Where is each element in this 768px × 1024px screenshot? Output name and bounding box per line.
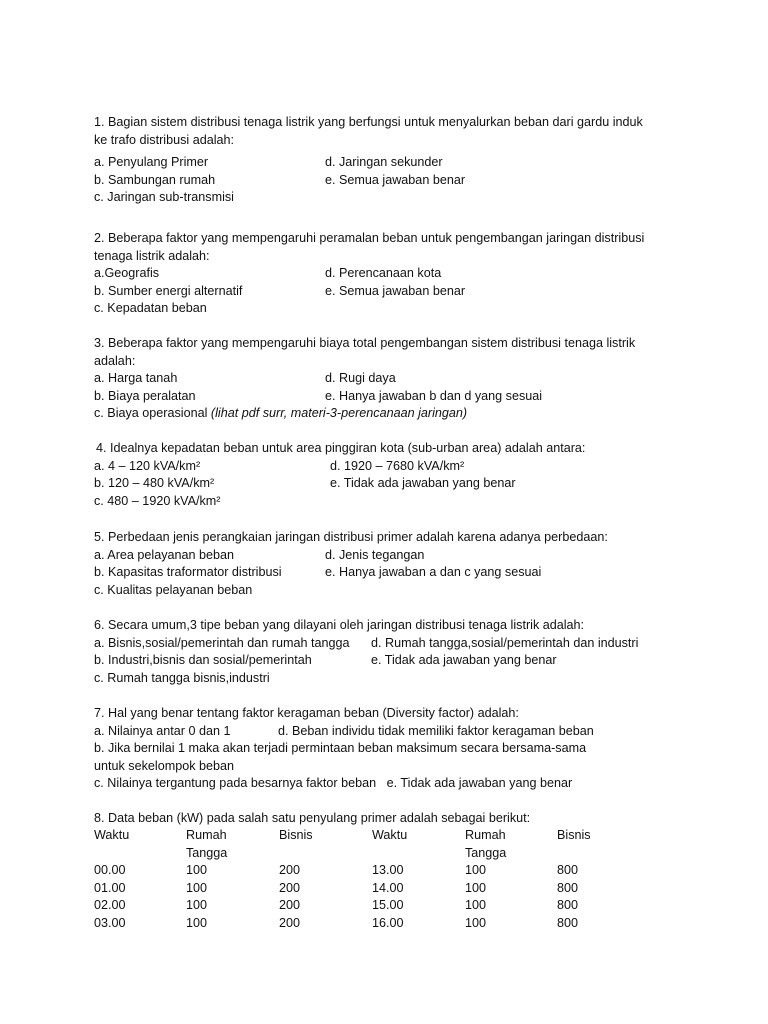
question-2-option-d: d. Perencanaan kota xyxy=(325,266,442,281)
question-4-stem-line-1: 4. Idealnya kepadatan beban untuk area pinggiran kota (sub-urban area) adalah antara: xyxy=(96,441,586,455)
table-cell: 14.00 xyxy=(372,880,404,895)
table-cell: 800 xyxy=(557,915,579,930)
table-cell: 02.00 xyxy=(94,898,126,913)
question-8 xyxy=(94,810,694,828)
table-header-cell: Waktu xyxy=(94,828,130,842)
question-3-stem-line-2: adalah: xyxy=(94,353,136,368)
question-7 xyxy=(94,705,694,793)
table-cell: 800 xyxy=(557,880,579,895)
question-2-stem-line-1: 2. Beberapa faktor yang mempengaruhi peramalan beban untuk pengembangan jaringan distribusi xyxy=(94,231,645,245)
question-6-option-a: a. Bisnis,sosial/pemerintah dan rumah tangga xyxy=(94,635,350,650)
question-7-option-e: e. Tidak ada jawaban yang benar xyxy=(386,776,573,791)
table-cell: 100 xyxy=(465,880,487,895)
table-cell: 13.00 xyxy=(372,863,404,878)
question-2-option-c: c. Kepadatan beban xyxy=(94,301,207,316)
table-cell: 100 xyxy=(465,863,487,878)
question-7-option-a: a. Nilainya antar 0 dan 1 xyxy=(94,723,231,738)
question-3-option-c: c. Biaya operasional xyxy=(94,406,208,421)
question-4-option-c: c. 480 – 1920 kVA/km² xyxy=(94,493,221,508)
table-header-cell: Bisnis xyxy=(557,828,591,842)
question-5-option-a: a. Area pelayanan beban xyxy=(94,547,235,562)
question-4-option-d: d. 1920 – 7680 kVA/km² xyxy=(330,458,465,473)
question-6-option-c: c. Rumah tangga bisnis,industri xyxy=(94,670,270,685)
question-3 xyxy=(94,335,694,423)
table-cell: 00.00 xyxy=(94,863,126,878)
question-2-option-a: a.Geografis xyxy=(94,266,160,281)
table-cell: 100 xyxy=(186,898,208,913)
table-cell: 200 xyxy=(279,880,301,895)
question-6-option-d: d. Rumah tangga,sosial/pemerintah dan industri xyxy=(371,635,639,650)
question-3-option-d: d. Rugi daya xyxy=(325,371,396,386)
question-2-option-e: e. Semua jawaban benar xyxy=(325,283,466,298)
question-7-option-d: d. Beban individu tidak memiliki faktor keragaman beban xyxy=(278,723,594,738)
table-cell: 100 xyxy=(186,863,208,878)
table-row xyxy=(94,915,614,933)
table-cell: 200 xyxy=(279,898,301,913)
question-1-stem-line-2: ke trafo distribusi adalah: xyxy=(94,132,235,147)
table-cell: 100 xyxy=(465,898,487,913)
table-cell: 16.00 xyxy=(372,915,404,930)
table-cell: 01.00 xyxy=(94,880,126,895)
question-2-option-b: b. Sumber energi alternatif xyxy=(94,283,243,298)
question-7-option-c: c. Nilainya tergantung pada besarnya faktor beban xyxy=(94,776,377,791)
table-cell: 100 xyxy=(465,915,487,930)
question-3-option-b: b. Biaya peralatan xyxy=(94,388,196,403)
question-1-option-e: e. Semua jawaban benar xyxy=(325,172,466,187)
table-cell: 100 xyxy=(186,880,208,895)
table-cell: 800 xyxy=(557,898,579,913)
question-3-stem-line-1: 3. Beberapa faktor yang mempengaruhi biaya total pengembangan sistem distribusi tenaga listrik xyxy=(94,336,636,350)
table-row xyxy=(94,897,614,915)
question-4-option-e: e. Tidak ada jawaban yang benar xyxy=(330,476,516,491)
table-header-cell: Rumah xyxy=(465,828,506,842)
question-3-option-e: e. Hanya jawaban b dan d yang sesuai xyxy=(325,388,543,403)
table-cell: 15.00 xyxy=(372,898,404,913)
question-3-option-a: a. Harga tanah xyxy=(94,371,178,386)
question-5-stem-line-1: 5. Perbedaan jenis perangkaian jaringan distribusi primer adalah karena adanya perbedaan: xyxy=(94,530,608,544)
question-2 xyxy=(94,230,694,318)
question-8-stem-line-1: 8. Data beban (kW) pada salah satu penyulang primer adalah sebagai berikut: xyxy=(94,811,531,825)
table-header-cell: Rumah xyxy=(186,828,227,842)
question-5-option-d: d. Jenis tegangan xyxy=(325,547,425,562)
question-7-stem-line-1: 7. Hal yang benar tentang faktor keragaman beban (Diversity factor) adalah: xyxy=(94,706,519,720)
table-header-cell: Tangga xyxy=(465,845,507,860)
question-7-option-b-line-1: b. Jika bernilai 1 maka akan terjadi permintaan beban maksimum secara bersama-sama xyxy=(94,741,587,756)
load-data-table xyxy=(94,827,614,933)
question-1-option-c: c. Jaringan sub-transmisi xyxy=(94,190,234,205)
table-cell: 200 xyxy=(279,915,301,930)
question-1-option-d: d. Jaringan sekunder xyxy=(325,155,443,170)
question-1-option-b: b. Sambungan rumah xyxy=(94,172,216,187)
table-cell: 03.00 xyxy=(94,915,126,930)
question-4 xyxy=(96,440,696,510)
question-7-option-b-line-2: untuk sekelompok beban xyxy=(94,758,235,773)
table-cell: 800 xyxy=(557,863,579,878)
table-header-row xyxy=(94,827,614,845)
question-1-stem-line-1: 1. Bagian sistem distribusi tenaga listrik yang berfungsi untuk menyalurkan beban dari gardu induk xyxy=(94,115,643,129)
table-header-row-2 xyxy=(94,845,614,863)
table-header-cell: Tangga xyxy=(186,845,228,860)
question-6-option-e: e. Tidak ada jawaban yang benar xyxy=(371,653,557,668)
table-header-cell: Waktu xyxy=(372,828,408,842)
table-cell: 100 xyxy=(186,915,208,930)
question-5-option-e: e. Hanya jawaban a dan c yang sesuai xyxy=(325,565,542,580)
question-4-option-b: b. 120 – 480 kVA/km² xyxy=(94,476,215,491)
question-5 xyxy=(94,529,694,599)
question-5-option-c: c. Kualitas pelayanan beban xyxy=(94,582,253,597)
table-cell: 200 xyxy=(279,863,301,878)
table-row xyxy=(94,880,614,898)
question-4-option-a: a. 4 – 120 kVA/km² xyxy=(94,458,201,473)
question-3-reference-note: (lihat pdf surr, materi-3-perencanaan jaringan) xyxy=(210,406,468,421)
question-1-option-a: a. Penyulang Primer xyxy=(94,155,209,170)
question-6 xyxy=(94,617,694,687)
table-header-cell: Bisnis xyxy=(279,828,313,842)
question-5-option-b: b. Kapasitas traformator distribusi xyxy=(94,565,282,580)
table-row xyxy=(94,862,614,880)
question-2-stem-line-2: tenaga listrik adalah: xyxy=(94,248,210,263)
question-6-stem-line-1: 6. Secara umum,3 tipe beban yang dilayani oleh jaringan distribusi tenaga listrik adalah: xyxy=(94,618,585,632)
question-1 xyxy=(94,114,694,207)
question-6-option-b: b. Industri,bisnis dan sosial/pemerintah xyxy=(94,653,312,668)
